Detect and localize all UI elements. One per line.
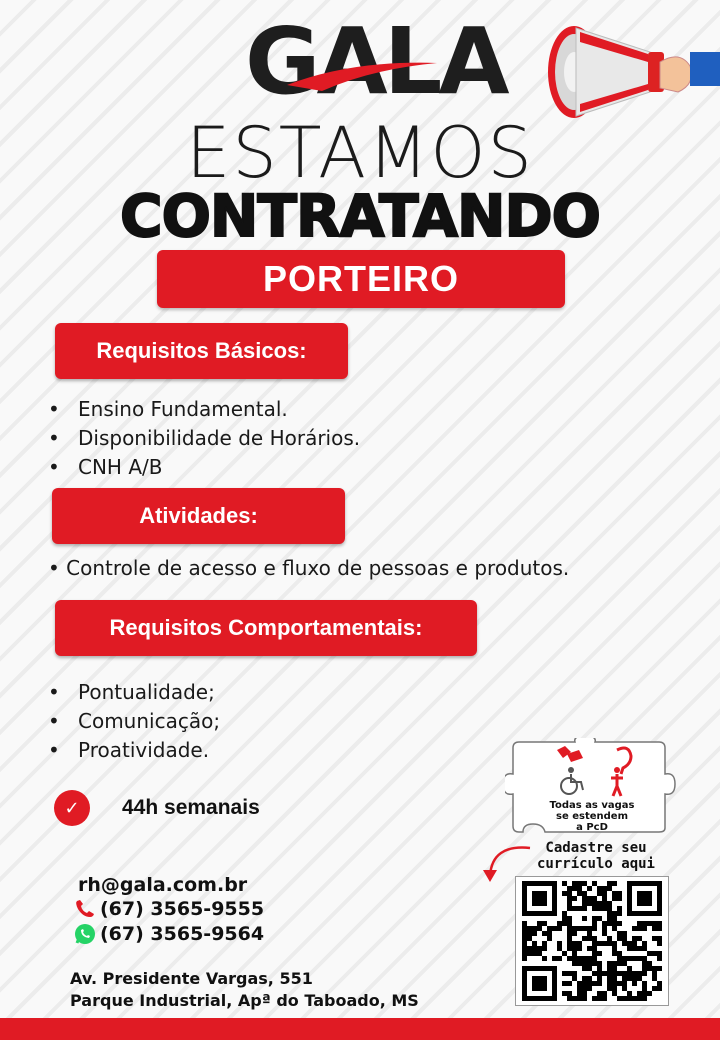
- cadastre-line1: Cadastre seu: [545, 840, 647, 856]
- pcd-line3: a PcD: [576, 822, 608, 833]
- phone-number: (67) 3565-9555: [100, 898, 265, 920]
- list-item: • Ensino Fundamental.: [48, 395, 360, 424]
- cadastre-text: [526, 840, 666, 872]
- requisitos-basicos-heading: Requisitos Básicos:: [55, 323, 348, 379]
- gala-logo: GALA: [245, 8, 506, 115]
- check-icon: ✓: [54, 790, 90, 826]
- list-item: • Pontualidade;: [48, 678, 220, 707]
- activity-text: Controle de acesso e fluxo de pessoas e produtos.: [66, 556, 570, 580]
- list-item: • CNH A/B: [48, 453, 360, 482]
- qr-code[interactable]: [515, 876, 669, 1006]
- address-line2: Parque Industrial, Apª do Taboado, MS: [70, 991, 419, 1010]
- atividades-item: • Controle de acesso e fluxo de pessoas e produtos.: [48, 556, 570, 580]
- logo-swoosh: [282, 55, 442, 95]
- whatsapp-icon: [72, 923, 98, 945]
- address-line1: Av. Presidente Vargas, 551: [70, 969, 313, 988]
- pcd-puzzle-badge: [505, 738, 679, 834]
- headline-estamos: ESTAMOS: [186, 112, 534, 194]
- work-hours: 44h semanais: [122, 796, 260, 819]
- requisitos-comportamentais-list: [48, 678, 220, 765]
- email-text[interactable]: rh@gala.com.br: [78, 874, 248, 896]
- job-title-banner: PORTEIRO: [157, 250, 565, 308]
- requisitos-comportamentais-heading: Requisitos Comportamentais:: [55, 600, 477, 656]
- list-item: • Comunicação;: [48, 707, 220, 736]
- megaphone-icon: [540, 22, 720, 122]
- list-item: • Disponibilidade de Horários.: [48, 424, 360, 453]
- pcd-line1: Todas as vagas: [549, 800, 635, 811]
- phone-icon: [72, 898, 98, 920]
- phone-row[interactable]: [72, 898, 264, 920]
- cadastre-line2: currículo aqui: [536, 856, 655, 872]
- atividades-heading: Atividades:: [52, 488, 345, 544]
- whatsapp-number: (67) 3565-9564: [100, 923, 265, 945]
- address: [70, 968, 419, 1012]
- pcd-line2: se estendem: [556, 811, 628, 822]
- bottom-bar: [0, 1018, 720, 1040]
- whatsapp-row[interactable]: [72, 923, 264, 945]
- list-item: • Proatividade.: [48, 736, 220, 765]
- requisitos-basicos-list: [48, 395, 360, 482]
- headline-contratando: CONTRATANDO: [120, 182, 600, 250]
